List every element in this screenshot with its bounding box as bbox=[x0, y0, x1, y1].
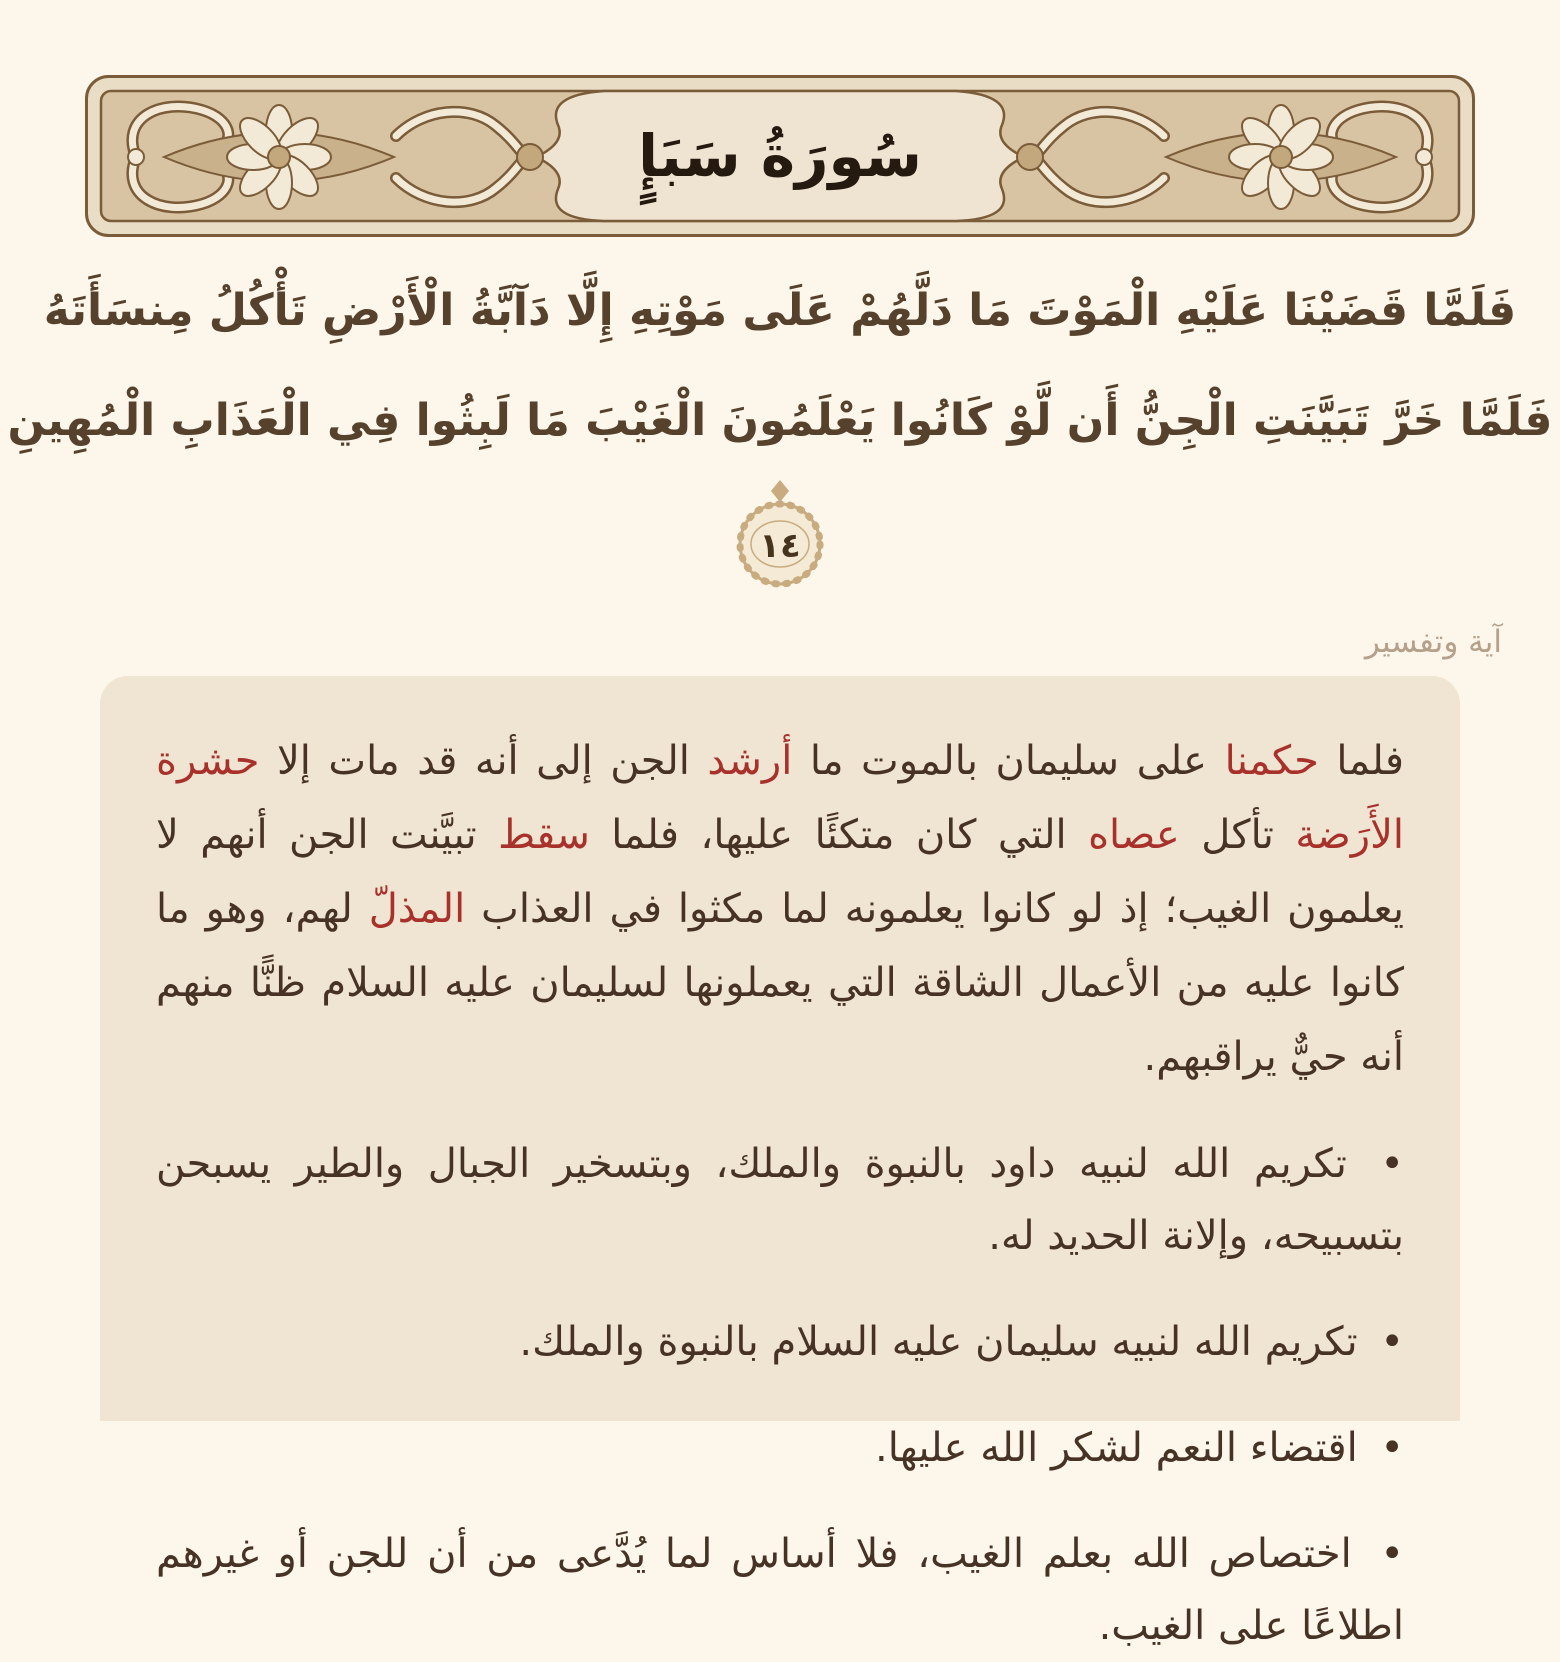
tafsir-text: تأكل bbox=[1179, 812, 1296, 858]
tafsir-text: تبيَّنت الجن أنهم لا يعلمون الغيب؛ إذ لو كانوا يعلمونه لما مكثوا في العذاب bbox=[156, 812, 1404, 932]
tafsir-bullet bbox=[156, 1128, 1404, 1272]
highlighted-word: المذلّ bbox=[368, 886, 466, 932]
tafsir-text: فلما bbox=[1318, 738, 1405, 784]
surah-header-banner bbox=[0, 0, 1560, 238]
arabesque-ornament-icon bbox=[84, 74, 1476, 238]
highlighted-word: عصاه bbox=[1088, 812, 1180, 858]
verse-block bbox=[0, 256, 1560, 476]
verse-text-line-1: فَلَمَّا قَضَيْنَا عَلَيْهِ الْمَوْتَ مَا دَلَّهُمْ عَلَى مَوْتِهِ إِلَّا دَآبَّةُ الْأَرْضِ تَأْكُلُ مِنسَأَتَهُ bbox=[43, 285, 1517, 336]
tafsir-paragraph bbox=[156, 724, 1404, 1094]
bullet-text: تكريم الله لنبيه داود بالنبوة والملك، وبتسخير الجبال والطير يسبحن بتسبيحه، وإلانة الحديد له. bbox=[156, 1141, 1404, 1259]
section-label-row bbox=[0, 624, 1560, 660]
tafsir-bullet bbox=[156, 1306, 1404, 1378]
tafsir-text: الجن إلى أنه قد مات إلا bbox=[259, 738, 708, 784]
tafsir-bullet bbox=[156, 1518, 1404, 1662]
highlighted-word: أرشد bbox=[707, 738, 793, 784]
verse-number-medallion bbox=[0, 478, 1560, 598]
surah-title: سُورَةُ سَبَإٍ bbox=[638, 122, 922, 190]
section-label: آية وتفسير bbox=[1364, 624, 1502, 660]
bullet-icon: • bbox=[1361, 1531, 1405, 1577]
tafsir-text: على سليمان بالموت ما bbox=[792, 738, 1225, 784]
bullet-text: اقتضاء النعم لشكر الله عليها. bbox=[875, 1425, 1358, 1471]
tafsir-text: لهم، وهو ما كانوا عليه من الأعمال الشاقة التي يعملونها لسليمان عليه السلام ظنًّا منهم أنه حيٌّ يراقبهم. bbox=[156, 886, 1404, 1080]
tafsir-bullet bbox=[156, 1412, 1404, 1484]
tafsir-text: التي كان متكئًا عليها، فلما bbox=[589, 812, 1089, 858]
tafsir-bullets bbox=[156, 1128, 1404, 1662]
bullet-text: تكريم الله لنبيه سليمان عليه السلام بالنبوة والملك. bbox=[519, 1319, 1358, 1365]
bullet-icon: • bbox=[1367, 1319, 1404, 1365]
highlighted-word: سقط bbox=[498, 812, 590, 858]
highlighted-word: حكمنا bbox=[1224, 738, 1319, 784]
tafsir-card bbox=[100, 676, 1460, 1649]
ayah-number: ١٤ bbox=[759, 526, 801, 566]
bullet-icon: • bbox=[1356, 1141, 1404, 1187]
bullet-icon: • bbox=[1367, 1425, 1404, 1471]
verse-text-line-2: فَلَمَّا خَرَّ تَبَيَّنَتِ الْجِنُّ أَن لَّوْ كَانُوا يَعْلَمُونَ الْغَيْبَ مَا لَبِثُوا فِي الْعَذَابِ الْمُهِينِ bbox=[7, 395, 1553, 446]
highlighted-word: حشرة الأَرَضة bbox=[156, 738, 1404, 858]
ayah-number-ornament-icon bbox=[732, 478, 828, 594]
bullet-text: اختصاص الله بعلم الغيب، فلا أساس لما يُدَّعى من أن للجن أو غيرهم اطلاعًا على الغيب. bbox=[156, 1531, 1404, 1649]
